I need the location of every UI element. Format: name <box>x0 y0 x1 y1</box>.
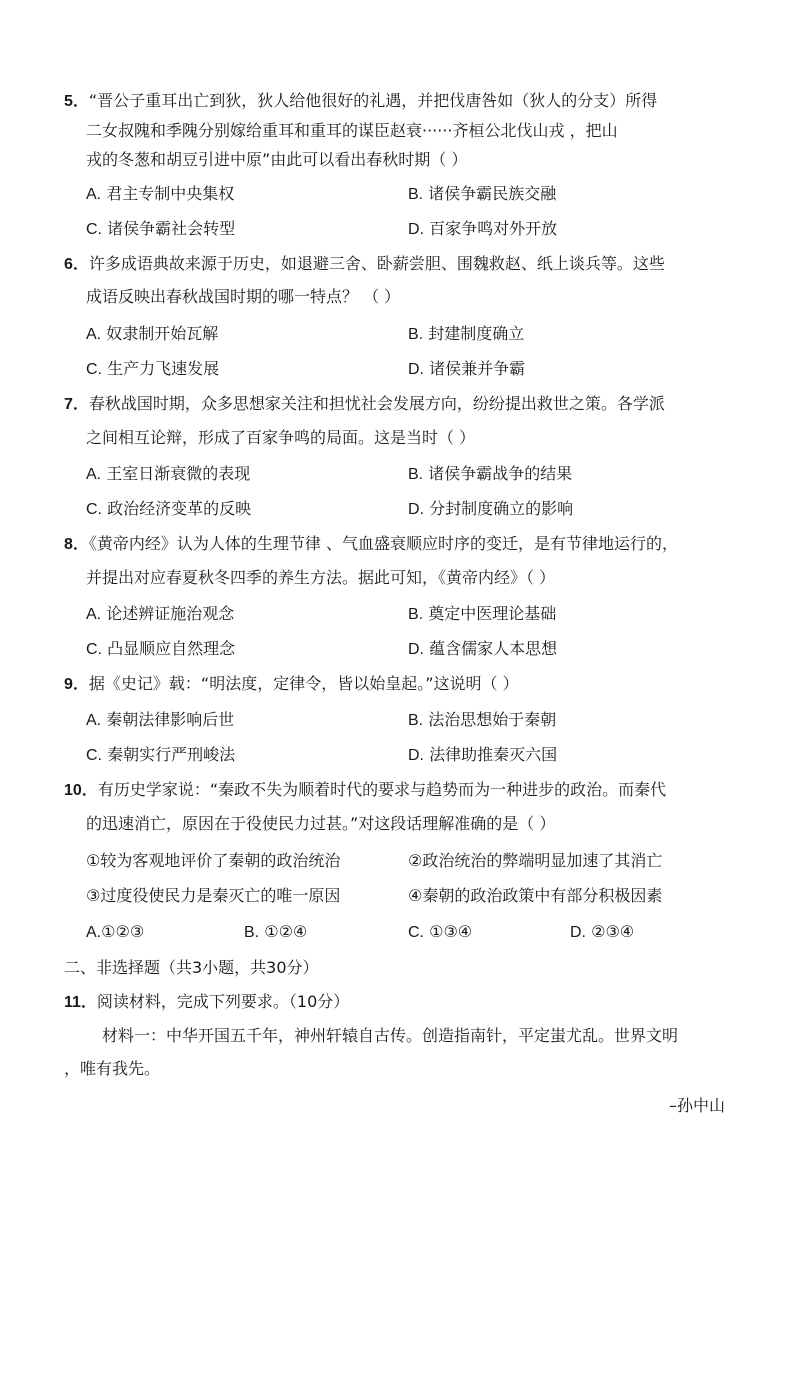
question-6-option-c: C. 生产力飞速发展 <box>86 359 220 378</box>
question-8-line-1 <box>64 534 678 554</box>
question-6-option-d: D. 诸侯兼并争霸 <box>408 359 526 378</box>
question-7-option-a: A. 王室日渐衰微的表现 <box>86 464 251 483</box>
question-5-line-1 <box>64 91 657 111</box>
question-stem: “晋公子重耳出亡到狄，狄人给他很好的礼遇，并把伐唐咎如（狄人的分支）所得 <box>88 91 658 110</box>
question-7-line-1 <box>64 394 665 414</box>
question-stem: 据《史记》载：“明法度，定律令，皆以始皇起。”这说明（ ） <box>88 674 519 693</box>
question-9-option-b: B. 法治思想始于秦朝 <box>408 710 557 729</box>
question-6-option-a: A. 奴隶制开始瓦解 <box>86 324 219 343</box>
question-number: 6． <box>64 256 89 273</box>
question-10-option-d: D. ②③④ <box>570 922 635 941</box>
question-stem: 《黄帝内经》认为人体的生理节律 、气血盛衰顺应时序的变迁，是有节律地运行的， <box>88 534 678 553</box>
question-number: 11． <box>64 994 97 1011</box>
question-number: 8． <box>64 536 89 553</box>
question-5-line-3: 戎的冬葱和胡豆引进中原”由此可以看出春秋时期（ ） <box>86 150 468 169</box>
question-5-option-d: D. 百家争鸣对外开放 <box>408 219 558 238</box>
question-8-option-b: B. 奠定中医理论基础 <box>408 604 557 623</box>
question-prompt: 阅读材料，完成下列要求。（10分） <box>96 992 350 1011</box>
question-7-line-2: 之间相互论辩，形成了百家争鸣的局面。这是当时（ ） <box>86 428 476 447</box>
material-line-2: ，唯有我先。 <box>64 1059 161 1078</box>
question-10-line-2: 的迅速消亡，原因在于役使民力过甚。”对这段话理解准确的是（ ） <box>86 814 556 833</box>
question-9-option-c: C. 秦朝实行严刑峻法 <box>86 745 236 764</box>
question-9-option-d: D. 法律助推秦灭六国 <box>408 745 558 764</box>
question-9-line-1 <box>64 674 519 694</box>
question-6-line-1 <box>64 254 665 274</box>
section-2-heading: 二、非选择题（共3小题，共30分） <box>64 958 319 977</box>
question-8-line-2: 并提出对应春夏秋冬四季的养生方法。据此可知，《黄帝内经》（ ） <box>86 568 556 587</box>
question-5-option-c: C. 诸侯争霸社会转型 <box>86 219 236 238</box>
question-5-option-a: A. 君主专制中央集权 <box>86 184 235 203</box>
question-6-option-b: B. 封建制度确立 <box>408 324 525 343</box>
question-10-line-1 <box>64 780 666 800</box>
question-7-option-d: D. 分封制度确立的影响 <box>408 499 574 518</box>
question-stem: 有历史学家说：“秦政不失为顺着时代的要求与趋势而为一种进步的政治。而秦代 <box>97 780 667 799</box>
question-10-option-a: A.①②③ <box>86 922 145 941</box>
question-10-statement-2: ②政治统治的弊端明显加速了其消亡 <box>408 851 663 870</box>
question-10-statement-3: ③过度役使民力是秦灭亡的唯一原因 <box>86 886 341 905</box>
question-stem: 许多成语典故来源于历史，如退避三舍、卧薪尝胆、围魏救赵、纸上谈兵等。这些 <box>88 254 665 273</box>
question-8-option-a: A. 论述辨证施治观念 <box>86 604 235 623</box>
material-attribution: –孙中山 <box>668 1096 725 1115</box>
question-7-option-c: C. 政治经济变革的反映 <box>86 499 252 518</box>
question-8-option-c: C. 凸显顺应自然理念 <box>86 639 236 658</box>
question-number: 5． <box>64 93 89 110</box>
question-10-option-b: B. ①②④ <box>244 922 308 941</box>
question-10-statement-4: ④秦朝的政治政策中有部分积极因素 <box>408 886 663 905</box>
question-7-option-b: B. 诸侯争霸战争的结果 <box>408 464 573 483</box>
question-number: 10． <box>64 782 98 799</box>
question-5-option-b: B. 诸侯争霸民族交融 <box>408 184 557 203</box>
question-stem: 春秋战国时期，众多思想家关注和担忧社会发展方向，纷纷提出救世之策。各学派 <box>88 394 665 413</box>
question-9-option-a: A. 秦朝法律影响后世 <box>86 710 235 729</box>
question-11-line-1 <box>64 992 349 1012</box>
question-5-line-2: 二女叔隗和季隗分别嫁给重耳和重耳的谋臣赵衰······齐桓公北伐山戎 ，把山 <box>86 121 618 140</box>
material-line-1: 材料一：中华开国五千年，神州轩辕自古传。创造指南针，平定蚩尤乱。世界文明 <box>102 1026 679 1045</box>
question-10-statement-1: ①较为客观地评价了秦朝的政治统治 <box>86 851 341 870</box>
question-number: 9． <box>64 676 89 693</box>
question-6-line-2: 成语反映出春秋战国时期的哪一特点？ （ ） <box>86 287 401 306</box>
question-number: 7． <box>64 396 89 413</box>
question-8-option-d: D. 蕴含儒家人本思想 <box>408 639 558 658</box>
question-10-option-c: C. ①③④ <box>408 922 473 941</box>
